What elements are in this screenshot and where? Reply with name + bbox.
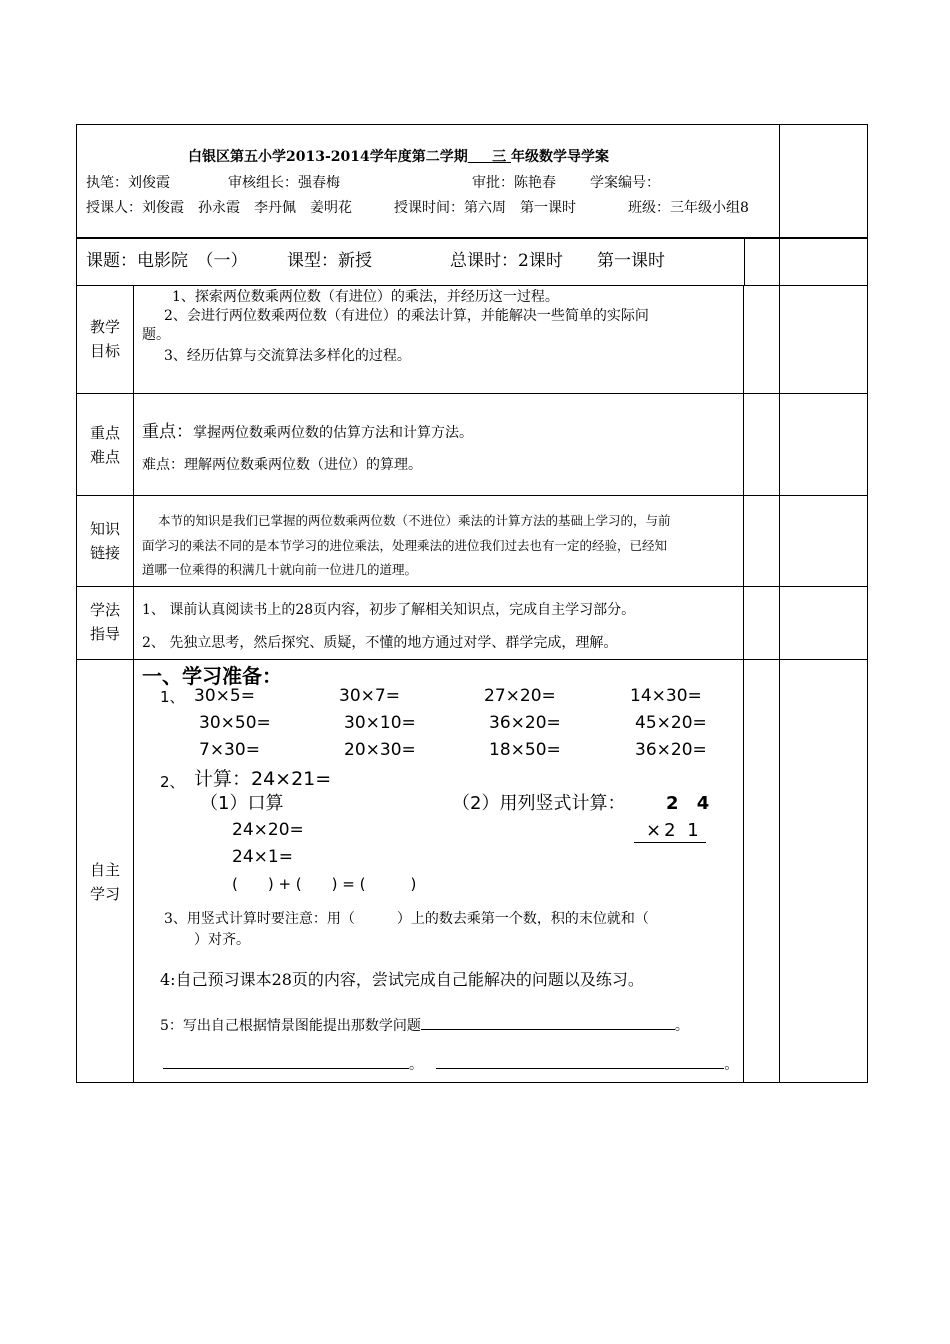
- approver: 审批：陈艳春: [472, 175, 556, 191]
- inner-right-divider: [744, 238, 745, 285]
- q5-answer-line: [163, 1054, 738, 1074]
- case-number: 学案编号：: [590, 175, 660, 191]
- header-right-divider: [779, 124, 780, 238]
- goal-2a: 2、会进行两位数乘两位数（有进位）的乘法计算，并能解决一些简单的实际问: [164, 308, 649, 324]
- grade-blank: [468, 149, 511, 165]
- lesson-topic: 课题：电影院 （一）: [86, 251, 248, 271]
- calc-r2c1: 30×50=: [199, 713, 271, 733]
- selfstudy-label-line1: 自主: [89, 861, 120, 879]
- method-1: 1、 课前认真阅读书上的28页内容，初步了解相关知识点，完成自主学习部分。: [142, 602, 636, 618]
- q4: 4:自己预习课本28页的内容，尝试完成自己能解决的问题以及练习。: [160, 970, 644, 989]
- q5-answer-blank-3[interactable]: [436, 1054, 724, 1069]
- title-pre: 白银区第五小学2013-2014学年度第二学期: [188, 149, 468, 165]
- oral-step-1: 24×20=: [232, 820, 304, 840]
- writer: 执笔：刘俊霞: [86, 175, 170, 191]
- keypoints-label-line2: 难点: [89, 448, 120, 466]
- teachers: 授课人：刘俊霞 孙永霞 李丹佩 姜明花: [86, 200, 352, 216]
- page-title: [188, 148, 609, 166]
- oral-step-2: 24×1=: [232, 847, 293, 867]
- calc-r3c1: 7×30=: [199, 740, 260, 760]
- links-label-line2: 链接: [89, 544, 120, 562]
- calc-r3c2: 20×30=: [344, 740, 416, 760]
- q2-number: 2、: [160, 773, 185, 791]
- keypoints-label-line1: 重点: [89, 424, 120, 442]
- vertical-bottom-number: [634, 820, 706, 843]
- links-line-2: 面学习的乘法不同的是本节学习的进位乘法，处理乘法的进位我们过去也有一定的经验，已经知: [142, 538, 668, 553]
- title-post: 年级数学导学案: [511, 149, 609, 165]
- q3-line-a: 3、用竖式计算时要注意：用（ ）上的数去乘第一个数，积的末位就和（: [164, 911, 649, 927]
- hard-point: [142, 456, 422, 474]
- vertical-top-number: 2 4: [666, 793, 716, 814]
- calc-r2c3: 36×20=: [489, 713, 561, 733]
- q5-period-2: 。: [409, 1057, 423, 1073]
- goal-3: 3、经历估算与交流算法多样化的过程。: [164, 348, 411, 364]
- calc-r2c4: 45×20=: [635, 713, 707, 733]
- section-title: 一、学习准备：: [142, 664, 282, 688]
- lesson-time: 授课时间：第六周 第一课时: [394, 200, 576, 216]
- q2-text: 计算：24×21=: [194, 768, 332, 790]
- q5-period-1: 。: [674, 1018, 689, 1034]
- methods-label-line2: 指导: [89, 625, 120, 643]
- goal-2b: 题。: [142, 327, 170, 343]
- outer-right-divider: [779, 238, 780, 1083]
- calc-r1c1: 30×5=: [194, 686, 255, 706]
- reviewer: 审核组长：强春梅: [228, 175, 340, 191]
- q5-period-3: 。: [724, 1057, 739, 1073]
- q1-number: 1、: [160, 688, 185, 706]
- grade-value: 三: [492, 149, 507, 165]
- q5-answer-blank-1[interactable]: [421, 1015, 675, 1030]
- calc-r1c3: 27×20=: [484, 686, 556, 706]
- key-point: [142, 423, 473, 442]
- calc-r2c2: 30×10=: [344, 713, 416, 733]
- key-point-text: 掌握两位数乘两位数的估算方法和计算方法。: [193, 425, 473, 441]
- selfstudy-label-line2: 学习: [89, 885, 120, 903]
- hard-point-text: 理解两位数乘两位数（进位）的算理。: [184, 457, 422, 473]
- oral-calc-heading: （1）口算: [200, 793, 284, 814]
- method-2: 2、 先独立思考，然后探究、质疑，不懂的地方通过对学、群学完成，理解。: [142, 635, 618, 651]
- links-line-1: 本节的知识是我们已掌握的两位数乘两位数（不进位）乘法的计算方法的基础上学习的，与前: [158, 513, 671, 528]
- q5-answer-blank-2[interactable]: [163, 1054, 409, 1069]
- calc-r1c4: 14×30=: [630, 686, 702, 706]
- vertical-calc-heading: （2）用列竖式计算：: [452, 793, 626, 814]
- keypoints-label: [77, 421, 133, 469]
- hard-point-head: 难点：: [142, 457, 184, 473]
- goals-label: [77, 315, 133, 363]
- calc-r3c3: 18×50=: [489, 740, 561, 760]
- q5-text: 5：写出自己根据情景图能提出那数学问题: [160, 1018, 421, 1034]
- methods-label: [77, 598, 133, 646]
- key-point-head: 重点：: [142, 422, 193, 442]
- links-label-line1: 知识: [89, 520, 120, 538]
- goals-label-line2: 目标: [89, 342, 120, 360]
- links-label: [77, 517, 133, 565]
- lesson-current: 第一课时: [597, 251, 665, 271]
- calc-r3c4: 36×20=: [635, 740, 707, 760]
- oral-step-3: ( ) + ( ) = ( ): [232, 875, 417, 893]
- selfstudy-label: [77, 858, 133, 906]
- lesson-total: 总课时：2课时: [450, 251, 563, 271]
- vertical-bottom-text: ×2 1: [646, 820, 702, 841]
- q3-line-b: ）对齐。: [194, 932, 250, 948]
- q5: [160, 1015, 689, 1035]
- methods-label-line1: 学法: [89, 601, 120, 619]
- calc-r1c2: 30×7=: [339, 686, 400, 706]
- goals-label-line1: 教学: [89, 318, 120, 336]
- goal-1: 1、探索两位数乘两位数（有进位）的乘法，并经历这一过程。: [172, 289, 559, 305]
- links-line-3: 道哪一位乘得的积满几十就向前一位进几的道理。: [142, 562, 418, 577]
- class-name: 班级：三年级小组8: [628, 200, 749, 216]
- lesson-type: 课型：新授: [287, 251, 372, 271]
